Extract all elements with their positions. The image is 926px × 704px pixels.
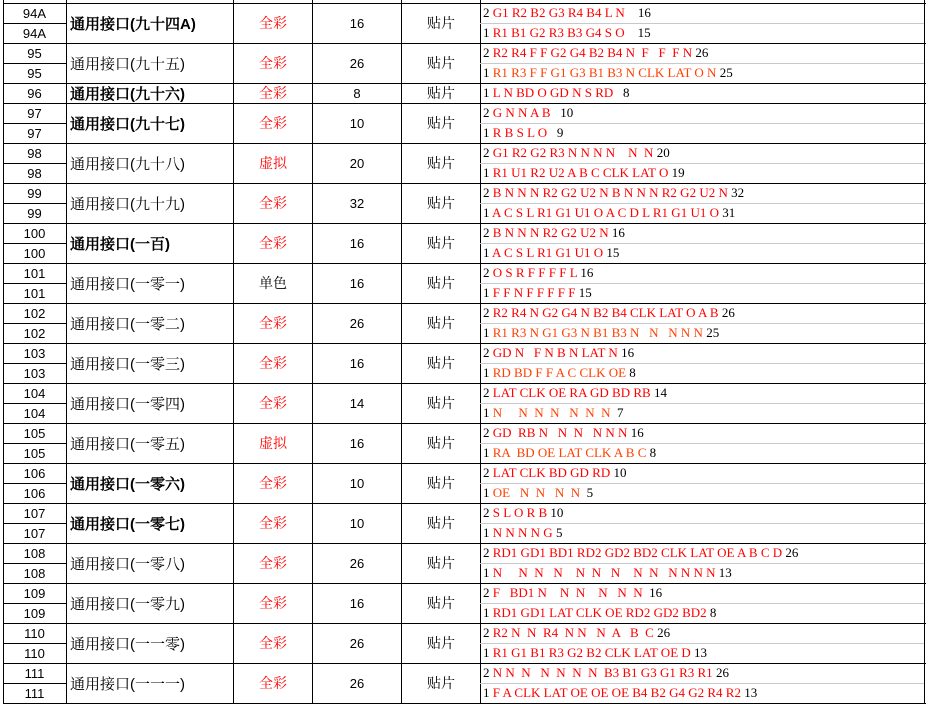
row-id[interactable]: 110 [24,625,45,641]
row-id[interactable]: 95 [27,45,42,61]
pin-line[interactable] [483,243,619,263]
interface-name[interactable]: 通用接口(九十五) [70,55,185,73]
pin-list: R2 R4 N G2 G4 N B2 B4 CLK LAT O A B [492,305,719,320]
pin-list: F F N F F F F F [492,285,576,300]
pin-line[interactable] [483,123,563,143]
pin-total: 26 [785,545,799,560]
interface-name[interactable]: 通用接口(一零三) [70,355,185,373]
pin-line[interactable] [483,63,733,83]
pin-total: 16 [637,5,651,20]
pin-row-prefix: 2 [483,665,490,680]
color-type[interactable]: 全彩 [259,55,287,71]
pin-line[interactable] [483,683,757,703]
interface-name[interactable]: 通用接口(九十九) [70,195,185,213]
pin-total: 14 [653,385,667,400]
interface-name[interactable]: 通用接口(九十七) [70,115,185,133]
pin-count[interactable]: 16 [349,435,365,451]
row-id[interactable]: 104 [23,405,46,421]
mount-type[interactable]: 贴片 [427,55,455,71]
row-id[interactable]: 98 [27,165,42,181]
mount-type[interactable]: 贴片 [427,315,455,331]
row-id[interactable]: 106 [23,485,46,501]
pin-row-prefix: 2 [483,105,490,120]
pin-total: 10 [550,505,564,520]
row-id[interactable]: 106 [23,465,46,481]
pin-row-prefix: 2 [483,385,490,400]
row-id[interactable]: 96 [27,85,42,101]
row-id[interactable]: 103 [23,345,46,361]
pin-total: 15 [637,25,651,40]
mount-type[interactable]: 贴片 [427,155,455,171]
pin-list: F BD1 N N N N N N [492,585,646,600]
pin-list: O S R F F F F L [492,265,578,280]
column-border [480,0,481,704]
row-id[interactable]: 94A [22,25,47,41]
color-type[interactable]: 全彩 [259,315,287,331]
pin-row-prefix: 2 [483,305,490,320]
pin-total: 10 [560,105,574,120]
pin-total: 25 [706,325,720,340]
pin-row-prefix: 1 [483,565,490,580]
pin-row-prefix: 1 [483,605,490,620]
row-id[interactable]: 95 [27,65,42,81]
pin-list: R1 R3 F F G1 G3 B1 B3 N CLK LAT O N [492,65,717,80]
row-id[interactable]: 104 [23,385,46,401]
interface-name[interactable]: 通用接口(一零四) [70,395,185,413]
color-type[interactable]: 全彩 [259,475,287,491]
mount-type[interactable]: 贴片 [427,15,455,31]
color-type[interactable]: 全彩 [259,555,287,571]
interface-name[interactable]: 通用接口(一零九) [70,595,185,613]
row-id[interactable]: 97 [27,125,42,141]
pin-list: GD N F N B N LAT N [492,345,618,360]
pin-row-prefix: 1 [483,485,490,500]
mount-type[interactable]: 贴片 [427,395,455,411]
pin-count[interactable]: 26 [349,55,365,71]
color-type[interactable]: 全彩 [259,515,287,531]
interface-name[interactable]: 通用接口(一零六) [70,475,185,493]
pin-total: 13 [718,565,732,580]
color-type[interactable]: 虚拟 [259,155,287,171]
interface-name[interactable]: 通用接口(一零七) [70,515,185,533]
pin-total: 26 [721,305,735,320]
interface-name[interactable]: 通用接口(一零一) [70,275,185,293]
pin-count[interactable]: 20 [349,155,365,171]
row-id[interactable]: 103 [23,365,46,381]
pin-line[interactable] [483,563,732,583]
pin-list: F A CLK LAT OE OE OE B4 B2 G4 G2 R4 R2 [492,685,741,700]
row-id[interactable]: 105 [23,445,46,461]
pin-total: 9 [556,125,564,140]
row-id[interactable]: 101 [23,265,46,281]
pin-line[interactable] [483,503,563,523]
pin-row-prefix: 1 [483,445,490,460]
pin-list: N N N N N N N B3 B1 G3 G1 R3 R1 [492,665,713,680]
interface-name[interactable]: 通用接口(九十六) [70,85,185,103]
pin-list: A C S L R1 G1 U1 O A C D L R1 G1 U1 O [492,205,719,220]
row-id[interactable]: 94A [22,5,47,21]
pin-list: N N N N G [492,525,553,540]
pin-line[interactable] [483,183,744,203]
pin-line[interactable] [483,83,630,103]
pin-line[interactable] [483,43,708,63]
pin-total: 13 [694,645,708,660]
mount-type[interactable]: 贴片 [427,355,455,371]
pin-line[interactable] [483,443,656,463]
pin-list: LAT CLK OE RA GD BD RB [492,385,651,400]
row-id[interactable]: 110 [24,645,45,661]
pin-count[interactable]: 16 [349,15,365,31]
pin-total: 5 [586,485,594,500]
mount-type[interactable]: 贴片 [427,195,455,211]
pin-line[interactable] [483,3,651,23]
color-type[interactable]: 全彩 [259,15,287,31]
pin-row-prefix: 1 [483,365,490,380]
pin-count[interactable]: 26 [349,315,365,331]
pin-total: 31 [722,205,736,220]
pin-line[interactable] [483,423,644,443]
pin-total: 7 [616,405,624,420]
pin-line[interactable] [483,283,592,303]
pin-total: 26 [715,665,729,680]
pin-total: 8 [629,365,636,380]
row-id[interactable]: 109 [23,585,46,601]
pin-list: A C S L R1 G1 U1 O [492,245,604,260]
pin-total: 13 [744,685,758,700]
pin-line[interactable] [483,623,670,643]
row-id[interactable]: 107 [23,525,46,541]
pin-total: 16 [649,585,663,600]
pin-row-prefix: 1 [483,85,490,100]
pin-row-prefix: 2 [483,265,490,280]
pin-row-prefix: 2 [483,5,490,20]
pin-line[interactable] [483,543,798,563]
pin-count[interactable]: 26 [349,555,365,571]
pin-list: R1 B1 G2 R3 B3 G4 S O [492,25,635,40]
pin-total: 5 [555,525,563,540]
pin-row-prefix: 2 [483,545,490,560]
pin-count[interactable]: 26 [349,635,365,651]
interface-name[interactable]: 通用接口(一百) [70,235,170,253]
pin-total: 15 [606,245,620,260]
pin-row-prefix: 1 [483,245,490,260]
row-id[interactable]: 109 [23,605,46,621]
pin-list: N N N N N N N [492,405,614,420]
pin-total: 20 [656,145,670,160]
mount-type[interactable]: 贴片 [427,435,455,451]
column-border [924,0,925,704]
pin-count[interactable]: 16 [349,235,365,251]
pin-row-prefix: 2 [483,465,490,480]
pin-line[interactable] [483,223,625,243]
interface-name[interactable]: 通用接口(九十四A) [70,15,196,33]
pin-row-prefix: 1 [483,685,490,700]
row-id[interactable]: 99 [27,205,42,221]
pin-count[interactable]: 16 [349,355,365,371]
pin-row-prefix: 1 [483,405,490,420]
pin-total: 26 [657,625,671,640]
interface-name[interactable]: 通用接口(一一一) [70,675,185,693]
pin-count[interactable]: 10 [349,475,365,491]
pin-total: 26 [695,45,709,60]
pin-line[interactable] [483,163,685,183]
pin-row-prefix: 2 [483,225,490,240]
interface-name[interactable]: 通用接口(一零二) [70,315,185,333]
mount-type[interactable]: 贴片 [427,635,455,651]
pin-list: GD RB N N N N N N [492,425,628,440]
pin-line[interactable] [483,463,627,483]
mount-type[interactable]: 贴片 [427,515,455,531]
pin-total: 16 [630,425,644,440]
color-type[interactable]: 全彩 [259,595,287,611]
color-type[interactable]: 全彩 [259,235,287,251]
pin-total: 16 [611,225,625,240]
pin-list: LAT CLK BD GD RD [492,465,611,480]
row-id[interactable]: 108 [23,545,46,561]
pin-line[interactable] [483,363,636,383]
pin-count[interactable]: 8 [353,85,361,101]
color-type[interactable]: 全彩 [259,85,287,101]
mount-type[interactable]: 贴片 [427,675,455,691]
interface-name[interactable]: 通用接口(一零八) [70,555,185,573]
pin-line[interactable] [483,263,593,283]
pin-line[interactable] [483,103,573,123]
mount-type[interactable]: 贴片 [427,275,455,291]
color-type[interactable]: 全彩 [259,115,287,131]
row-id[interactable]: 102 [23,305,46,321]
pin-line[interactable] [483,603,716,623]
pin-list: S L O R B [492,505,548,520]
row-id[interactable]: 100 [23,225,46,241]
pin-row-prefix: 1 [483,25,490,40]
pin-line[interactable] [483,403,623,423]
pin-line[interactable] [483,483,593,503]
pin-line[interactable] [483,663,729,683]
pin-list: RD1 GD1 BD1 RD2 GD2 BD2 CLK LAT OE A B C D [492,545,783,560]
pin-line[interactable] [483,523,562,543]
color-type[interactable]: 全彩 [259,355,287,371]
pin-total: 8 [709,605,717,620]
pin-line[interactable] [483,203,735,223]
pin-row-prefix: 1 [483,165,490,180]
pin-list: L N BD O GD N S RD [492,85,620,100]
pin-line[interactable] [483,643,707,663]
pin-list: R2 R4 F F G2 G4 B2 B4 N F F F N [492,45,693,60]
mount-type[interactable]: 贴片 [427,235,455,251]
pin-list: R1 R3 N G1 G3 N B1 B3 N N N N N [492,325,703,340]
color-type[interactable]: 单色 [259,275,287,291]
pin-list: B N N N R2 G2 U2 N B N N N R2 G2 U2 N [492,185,728,200]
pin-row-prefix: 2 [483,505,490,520]
pin-line[interactable] [483,303,735,323]
pin-line[interactable] [483,23,651,43]
row-id[interactable]: 98 [27,145,42,161]
mount-type[interactable]: 贴片 [427,115,455,131]
pin-total: 10 [613,465,627,480]
pin-row-prefix: 1 [483,325,490,340]
mount-type[interactable]: 贴片 [427,555,455,571]
row-id[interactable]: 111 [24,685,45,701]
pin-row-prefix: 1 [483,645,490,660]
pin-list: RD BD F F A C CLK OE [492,365,627,380]
pin-row-prefix: 2 [483,425,490,440]
pin-list: G1 R2 B2 G3 R4 B4 L N [492,5,635,20]
interface-name[interactable]: 通用接口(一一零) [70,635,185,653]
pin-list: OE N N N N [492,485,584,500]
pin-list: R2 N N R4 N N N A B C [492,625,654,640]
pin-line[interactable] [483,383,667,403]
pin-row-prefix: 1 [483,525,490,540]
pin-count[interactable]: 16 [349,275,365,291]
pin-total: 16 [580,265,594,280]
pin-row-prefix: 1 [483,285,490,300]
row-id[interactable]: 105 [23,425,46,441]
pin-row-prefix: 2 [483,45,490,60]
pin-list: R1 U1 R2 U2 A B C CLK LAT O [492,165,669,180]
pin-row-prefix: 2 [483,585,490,600]
pin-total: 15 [578,285,592,300]
pin-total: 32 [731,185,745,200]
color-type[interactable]: 虚拟 [259,435,287,451]
row-id[interactable]: 108 [23,565,46,581]
interface-name[interactable]: 通用接口(九十八) [70,155,185,173]
pin-count[interactable]: 16 [349,595,365,611]
pin-list: R B S L O [492,125,554,140]
color-type[interactable]: 全彩 [259,635,287,651]
pin-list: G N N A B [492,105,558,120]
pin-count[interactable]: 10 [349,115,365,131]
pin-total: 8 [623,85,630,100]
pin-row-prefix: 2 [483,145,490,160]
pin-list: RA BD OE LAT CLK A B C [492,445,647,460]
pin-list: G1 R2 G2 R3 N N N N N N [492,145,654,160]
pin-total: 16 [621,345,635,360]
pin-row-prefix: 1 [483,125,490,140]
mount-type[interactable]: 贴片 [427,475,455,491]
pin-line[interactable] [483,323,719,343]
row-id[interactable]: 100 [23,245,46,261]
pin-row-prefix: 2 [483,625,490,640]
pin-row-prefix: 2 [483,185,490,200]
row-id[interactable]: 102 [23,325,46,341]
row-id[interactable]: 111 [24,665,45,681]
interface-name[interactable]: 通用接口(一零五) [70,435,185,453]
color-type[interactable]: 全彩 [259,195,287,211]
pin-count[interactable]: 10 [349,515,365,531]
pin-list: R1 G1 B1 R3 G2 B2 CLK LAT OE D [492,645,691,660]
pin-total: 8 [649,445,657,460]
pin-list: N N N N N N N N N N N N N [492,565,716,580]
color-type[interactable]: 全彩 [259,395,287,411]
mount-type[interactable]: 贴片 [427,85,455,101]
pin-count[interactable]: 26 [349,675,365,691]
pin-list: B N N N R2 G2 U2 N [492,225,609,240]
color-type[interactable]: 全彩 [259,675,287,691]
row-id[interactable]: 101 [23,285,46,301]
pin-line[interactable] [483,143,670,163]
pin-total: 19 [671,165,685,180]
pin-total: 25 [719,65,733,80]
pin-count[interactable]: 14 [349,395,365,411]
pin-row-prefix: 2 [483,345,490,360]
pin-row-prefix: 1 [483,205,490,220]
pin-row-prefix: 1 [483,65,490,80]
pin-list: RD1 GD1 LAT CLK OE RD2 GD2 BD2 [492,605,707,620]
mount-type[interactable]: 贴片 [427,595,455,611]
pin-count[interactable]: 32 [349,195,365,211]
pin-line[interactable] [483,343,634,363]
row-id[interactable]: 107 [23,505,46,521]
row-id[interactable]: 97 [27,105,42,121]
pin-line[interactable] [483,583,662,603]
row-id[interactable]: 99 [27,185,42,201]
